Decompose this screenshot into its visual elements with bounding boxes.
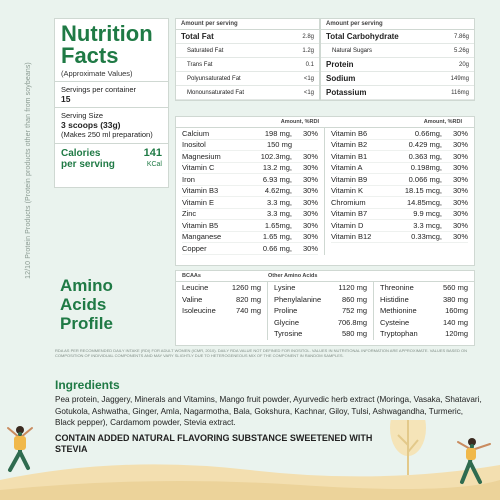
amino-name: Leucine: [182, 283, 209, 293]
nutrient-rdi: 30%: [452, 163, 468, 173]
table-row: Protein 20g: [321, 58, 474, 72]
nutrient-amount: 3.3 mg,: [266, 209, 292, 219]
table-row: Total Carbohydrate 7.86g: [321, 30, 474, 44]
amino-amount: 740 mg: [235, 306, 261, 316]
table-row: [182, 282, 261, 294]
nutrient-name: Vitamin E: [182, 197, 214, 207]
amino-name: Methionine: [380, 306, 417, 316]
nutrient-name: Copper: [182, 243, 207, 253]
table-row: [331, 197, 468, 209]
table-row: [331, 220, 468, 232]
table-row: [274, 294, 367, 306]
nutrient-rdi: 30%: [452, 209, 468, 219]
nutrient-rdi: 30%: [452, 232, 468, 242]
nutrient-amount: 1.65 mg,: [262, 232, 292, 242]
table-row: [182, 174, 318, 186]
nutrient-rdi: 30%: [452, 128, 468, 138]
nutrient-name: Vitamin B2: [331, 140, 368, 150]
amino-name: Tyrosine: [274, 329, 303, 339]
table-row: Potassium 116mg: [321, 86, 474, 100]
table-row: [182, 163, 318, 175]
table-row: [182, 128, 318, 140]
micronutrient-header: Amount, %RDI Amount, %RDI: [176, 117, 474, 128]
nutrient-name: Vitamin C: [182, 163, 215, 173]
table-row: [380, 328, 468, 340]
other-amino-column-b: [374, 282, 468, 340]
nutrient-rdi: 30%: [302, 209, 318, 219]
amino-name: Glycine: [274, 317, 300, 327]
nutrient-name: Chromium: [331, 197, 366, 207]
nutrient-name: Iron: [182, 174, 195, 184]
micronutrient-left-column: [176, 128, 325, 255]
fat-table: [175, 18, 320, 101]
amino-amount: 580 mg: [341, 329, 367, 339]
nutrient-name: Zinc: [182, 209, 197, 219]
micronutrient-table: [175, 116, 475, 266]
nutrient-rdi: 30%: [452, 186, 468, 196]
nutrient-amount: 1.65mg,: [264, 220, 292, 230]
table-row: [331, 174, 468, 186]
table-row: [182, 209, 318, 221]
nutrient-rdi: 30%: [452, 174, 468, 184]
nutrition-facts-title: Nutrition Facts: [61, 21, 153, 68]
nutrient-amount: 4.62mg,: [264, 186, 292, 196]
nutrient-name: Vitamin D: [331, 220, 364, 230]
nutrient-name: Manganese: [182, 232, 222, 242]
table-row: [331, 151, 468, 163]
nutrient-amount: 9.9 mcg,: [413, 209, 442, 219]
amino-amount: 380 mg: [442, 294, 468, 304]
amino-amount: 1260 mg: [231, 283, 261, 293]
serving-size-block: Serving Size 3 scoops (33g) (Makes 250 ml preparation): [55, 108, 168, 144]
nutrient-amount: 13.2 mg,: [262, 163, 292, 173]
amino-name: Threonine: [380, 283, 414, 293]
table-row: [274, 317, 367, 329]
table-row: Trans Fat 0.1: [176, 58, 319, 72]
amino-amount: 820 mg: [235, 294, 261, 304]
amino-amount: 560 mg: [442, 283, 468, 293]
servings-block: Servings per container 15: [55, 82, 168, 108]
amino-name: Lysine: [274, 283, 296, 293]
nutrient-amount: 102.3mg,: [260, 151, 292, 161]
table-row: [182, 243, 318, 255]
table-row: [182, 186, 318, 198]
other-amino-column-a: [268, 282, 374, 340]
amino-name: Phenylalanine: [274, 294, 322, 304]
table-row: [182, 197, 318, 209]
nutrient-name: Inositol: [182, 140, 206, 150]
table-row: Total Fat 2.8g: [176, 30, 319, 44]
nutrient-rdi: 30%: [302, 186, 318, 196]
amino-amount: 120mg: [445, 329, 468, 339]
nutrient-amount: 0.66mg,: [414, 128, 442, 138]
yoga-illustration: [0, 420, 500, 500]
amino-amount: 160mg: [445, 306, 468, 316]
amino-name: Tryptophan: [380, 329, 418, 339]
table-row: [380, 294, 468, 306]
nutrient-rdi: 30%: [452, 197, 468, 207]
table-row: [274, 328, 367, 340]
nutrient-name: Vitamin B12: [331, 232, 372, 242]
yoga-woman-left-icon: [8, 426, 32, 470]
nutrient-amount: 0.33mcg,: [411, 232, 442, 242]
table-row: [274, 305, 367, 317]
ingredients-text: Pea protein, Jaggery, Minerals and Vitamins, Mango fruit powder, Ayurvedic herb extract (Moringa, Vasaka, Shatavari, Gotukola, Ashwatha, Ginger, Amla, Nagarmotha, Bala, Gokshura, Kachnar, Giloy, Tulsi, Ashwagandha, Turmeric, Black pepper), Cardamom powder, Stevia extract.: [55, 395, 482, 427]
table-row: [380, 305, 468, 317]
nutrient-rdi: 30%: [302, 151, 318, 161]
rda-footnote: RDA AS PER RECOMMENDED DAILY INTAKE (RDI) FOR ADULT WOMEN (ICMR, 2010). DAILY RDA VALUE NOT DEFINED FOR INOSITOL. VALUES IN NUTRITIONAL INFORMATION ARE APPROXIMATE. VALUES BASED ON COMPOSITION OF INDIVIDUAL COMPONENTS AND MAY VARY SLIGHTLY DUE TO HETEROGENEOUS MIX OF THE COMPONENT IN RANDOM SAMPLES.: [55, 348, 468, 358]
nutrient-amount: 3.3 mcg,: [413, 220, 442, 230]
nutrient-name: Calcium: [182, 128, 210, 138]
nutrient-name: Vitamin B7: [331, 209, 368, 219]
table-row: [331, 209, 468, 221]
amino-amount: 1120 mg: [338, 283, 367, 293]
amino-name: Isoleucine: [182, 306, 216, 316]
amino-amount: 860 mg: [341, 294, 367, 304]
ingredients-title: Ingredients: [55, 378, 120, 392]
nutrient-rdi: 30%: [452, 220, 468, 230]
nutrient-name: Vitamin B1: [331, 151, 368, 161]
table-row: [331, 128, 468, 140]
table-row: Monounsaturated Fat <1g: [176, 86, 319, 100]
table-row: Saturated Fat 1.2g: [176, 44, 319, 58]
nutrient-rdi: 30%: [452, 151, 468, 161]
nutrient-amount: 198 mg,: [264, 128, 292, 138]
nutrient-amount: 0.66 mg,: [262, 243, 292, 253]
table-row: [182, 294, 261, 306]
amino-acid-table: [175, 270, 475, 346]
table-row: [182, 151, 318, 163]
table-row: [182, 305, 261, 317]
carb-table: [320, 18, 475, 101]
nutrient-name: Vitamin B6: [331, 128, 368, 138]
nutrient-amount: 3.3 mg,: [266, 197, 292, 207]
nutrient-name: Vitamin B3: [182, 186, 219, 196]
nutrient-rdi: 30%: [302, 163, 318, 173]
carb-table-header: Amount per serving: [321, 19, 474, 30]
table-row: [182, 140, 318, 152]
nutrient-rdi: 30%: [302, 220, 318, 230]
amino-name: Proline: [274, 306, 298, 316]
nutrient-amount: 14.85mcg,: [406, 197, 442, 207]
amino-name: Cysteine: [380, 317, 410, 327]
fat-table-header: Amount per serving: [176, 19, 319, 30]
calories-block: Calories per serving 141 KCal: [61, 146, 162, 170]
side-regulatory-text: 12/10 Protein Products (Protein products other than from soybeans): [24, 61, 32, 279]
table-row: Sodium 149mg: [321, 72, 474, 86]
nutrient-amount: 18.15 mcg,: [404, 186, 442, 196]
amino-name: Histidine: [380, 294, 409, 304]
nutrient-rdi: 30%: [302, 197, 318, 207]
table-row: Polyunsaturated Fat <1g: [176, 72, 319, 86]
nutrient-rdi: 30%: [452, 140, 468, 150]
table-row: [331, 186, 468, 198]
nutrient-rdi: 30%: [302, 243, 318, 253]
nutrient-rdi: 30%: [302, 232, 318, 242]
nutrient-amount: 0.198mg,: [410, 163, 442, 173]
bcaa-column: [182, 282, 268, 340]
table-row: [182, 232, 318, 244]
nutrient-amount: 0.429 mg,: [408, 140, 442, 150]
nutrient-name: Magnesium: [182, 151, 221, 161]
nutrient-amount: 6.93 mg,: [262, 174, 292, 184]
nutrient-amount: 0.363 mg,: [408, 151, 442, 161]
table-row: Natural Sugars 5.26g: [321, 44, 474, 58]
approx-values-note: (Approximate Values): [55, 67, 168, 82]
table-row: [182, 220, 318, 232]
table-row: [331, 140, 468, 152]
nutrient-name: Vitamin B9: [331, 174, 368, 184]
table-row: [380, 317, 468, 329]
table-row: [331, 163, 468, 175]
nutrient-name: Vitamin K: [331, 186, 363, 196]
amino-amount: 140 mg: [442, 317, 468, 327]
nutrient-name: Vitamin A: [331, 163, 363, 173]
micronutrient-right-column: [325, 128, 474, 255]
nutrition-facts-panel: [54, 18, 169, 188]
nutrient-amount: 150 mg: [266, 140, 292, 150]
table-row: [274, 282, 367, 294]
nutrient-amount: 0.066 mg,: [408, 174, 442, 184]
nutrient-rdi: 30%: [302, 174, 318, 184]
amino-acids-title: Amino Acids Profile: [60, 276, 113, 333]
flavoring-notice: CONTAIN ADDED NATURAL FLAVORING SUBSTANCE SWEETENED WITH STEVIA: [55, 433, 373, 454]
nutrient-rdi: 30%: [302, 128, 318, 138]
amino-amount: 752 mg: [341, 306, 367, 316]
amino-name: Valine: [182, 294, 203, 304]
amino-table-header: BCAAs Other Amino Acids: [176, 271, 474, 282]
table-row: [380, 282, 468, 294]
nutrient-name: Vitamin B5: [182, 220, 219, 230]
table-row: [331, 232, 468, 244]
amino-amount: 706.8mg: [337, 317, 367, 327]
